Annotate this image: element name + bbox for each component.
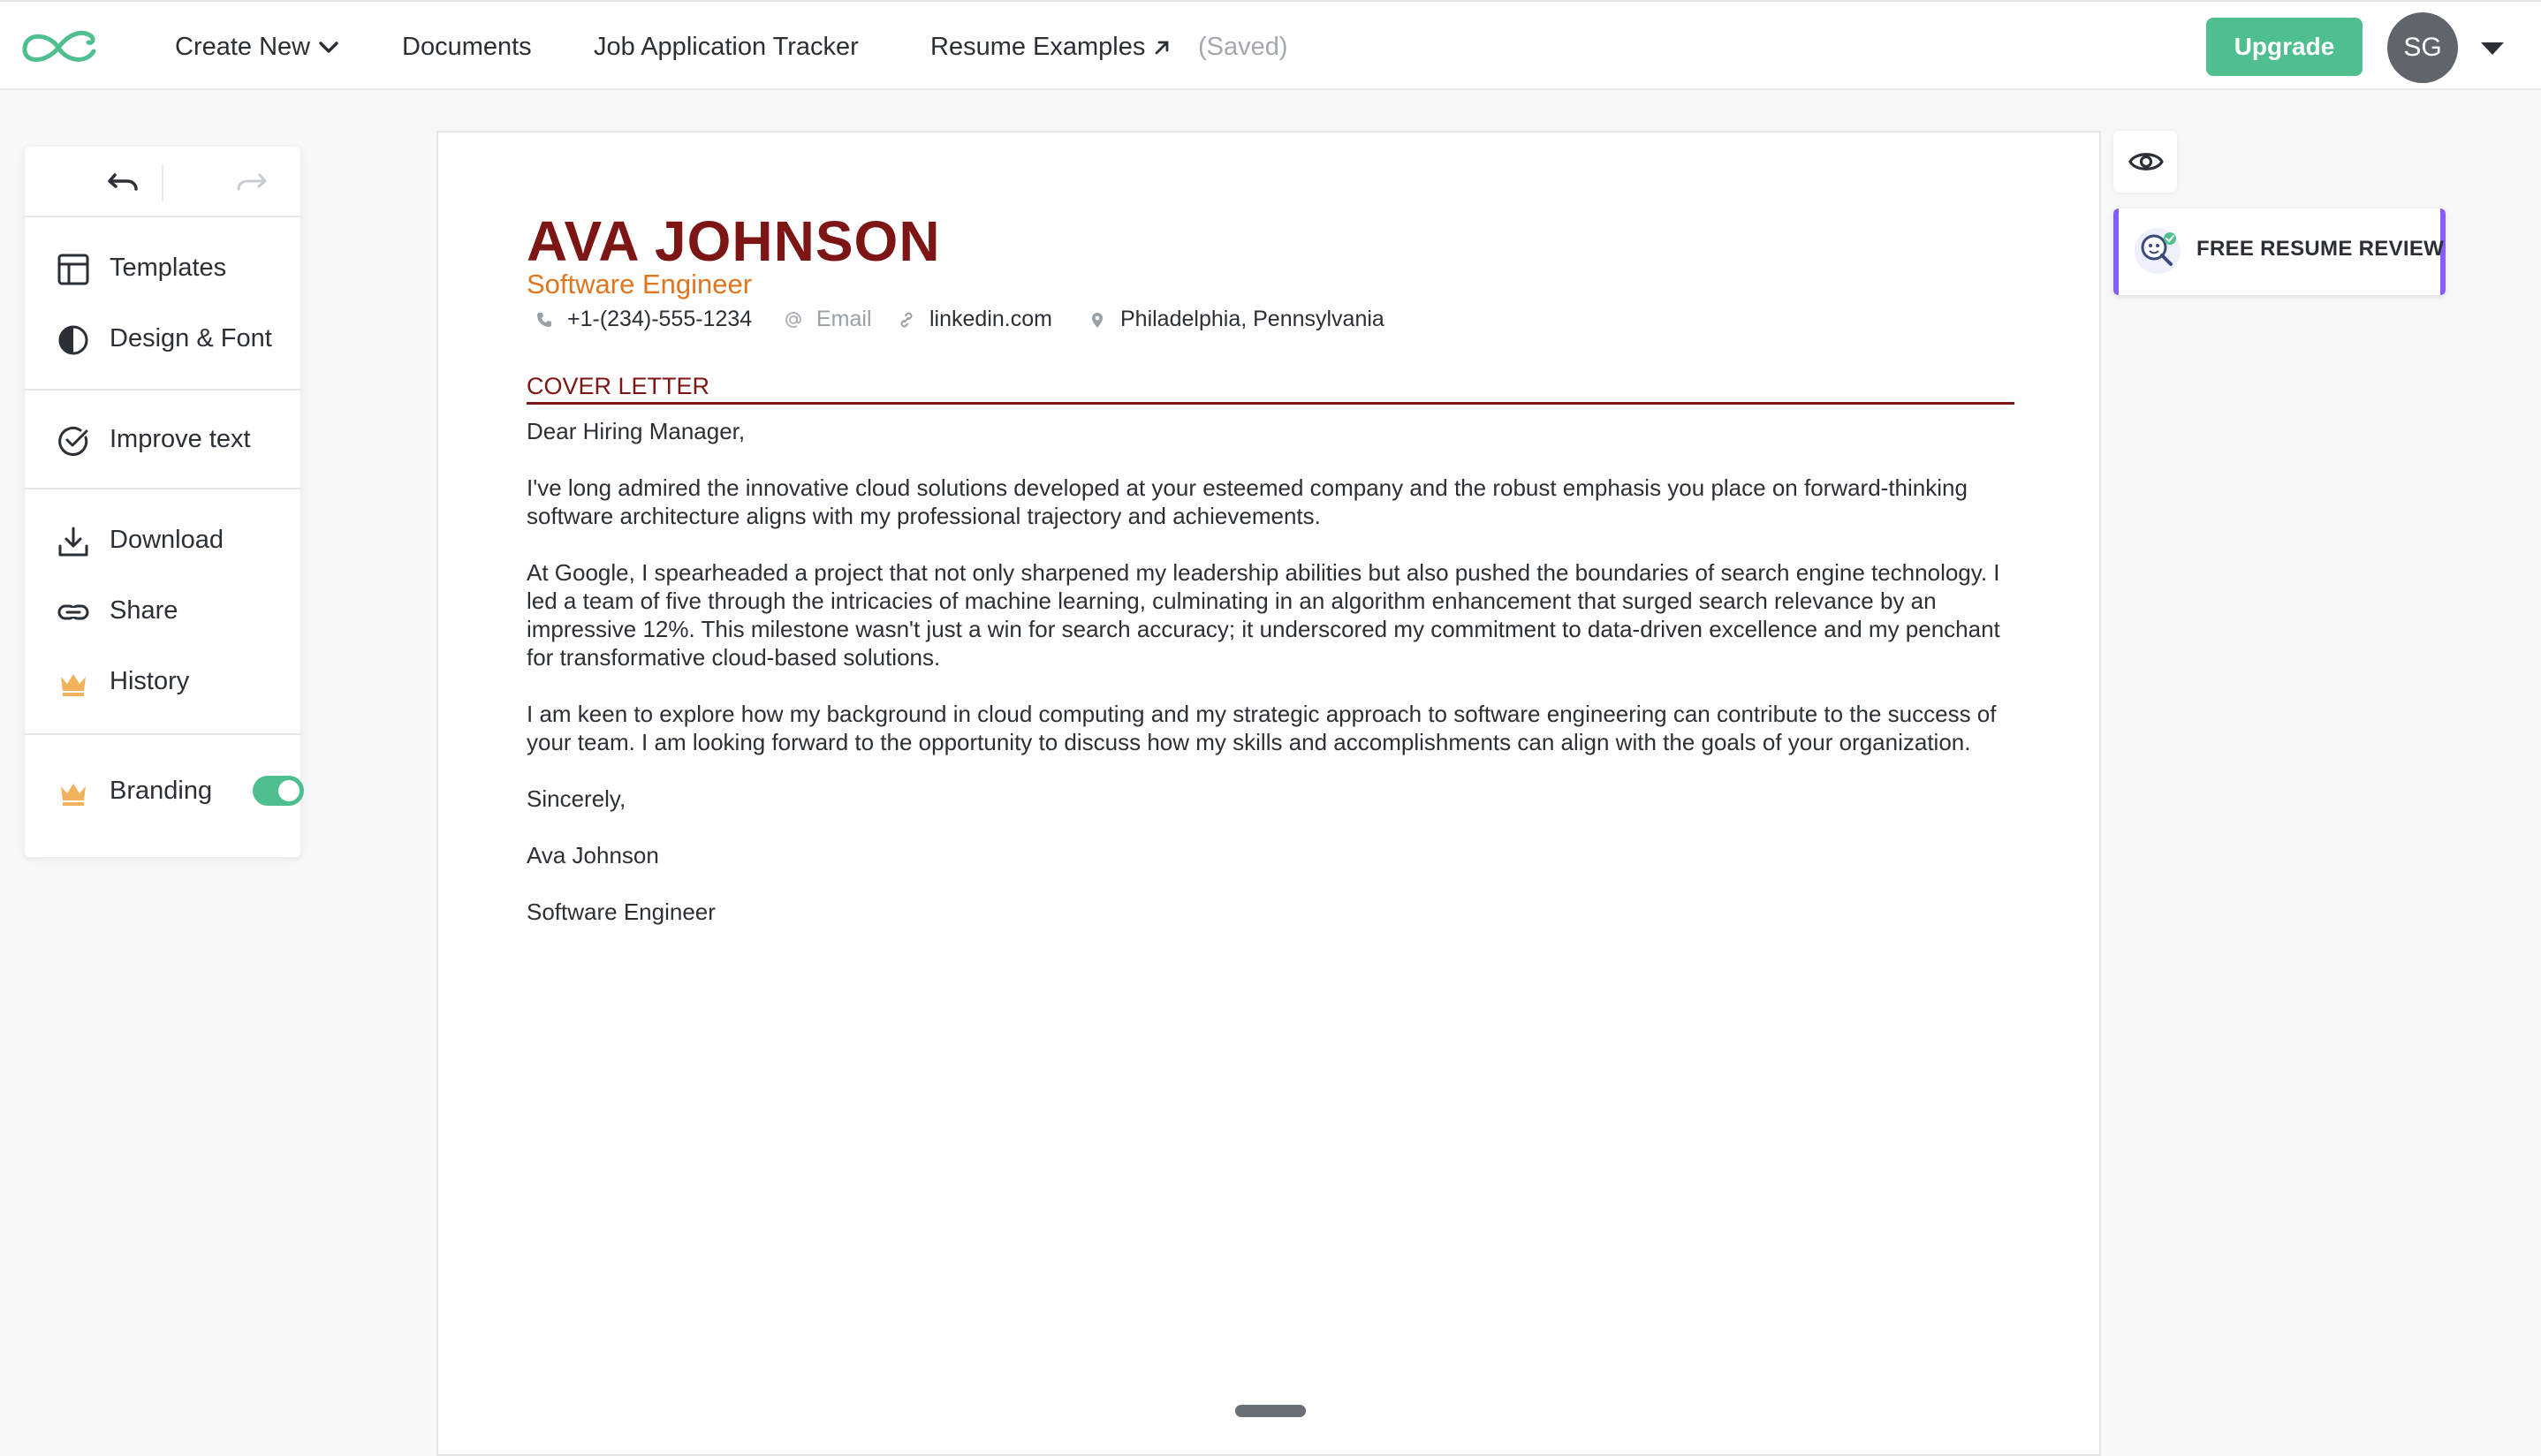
editor-sidebar (25, 147, 300, 857)
free-resume-review-button[interactable] (2113, 209, 2446, 295)
contact-email-text: Email (816, 307, 872, 331)
nav-resume-examples[interactable] (930, 28, 1172, 65)
divider (25, 733, 300, 735)
magnifier-review-icon (2131, 224, 2184, 277)
phone-icon (535, 311, 553, 329)
layout-icon (57, 253, 90, 286)
section-heading[interactable]: COVER LETTER (527, 373, 2014, 405)
sidebar-item-branding (25, 763, 300, 818)
sidebar-item-share[interactable] (25, 583, 300, 638)
document-page[interactable] (436, 131, 2101, 1456)
link-icon (898, 311, 915, 329)
letter-paragraph: I am keen to explore how my background in cloud computing and my strategic approach to software engineering can contribute to the success of your team. I am looking forward to the opportunity to discuss how my skills and accomplishments can align with the goals of your organization. (527, 701, 1997, 755)
nav-documents[interactable] (402, 28, 532, 65)
download-icon (57, 525, 90, 558)
letter-paragraph: At Google, I spearheaded a project that not only sharpened my leadership abilities but also pushed the boundaries of search engine technology. I led a team of five through the intricacies of machine learning, culminating in an algorithm enhancement that surged search relevance by an impressive 12%. This milestone wasn't just a win for search accuracy; it underscored my commitment to data-driven excellence and my penchant for transformative cloud-based solutions. (527, 559, 2000, 671)
upgrade-button[interactable]: Upgrade (2206, 18, 2363, 76)
contact-phone-text: +1-(234)-555-1234 (567, 307, 753, 331)
eye-icon (2128, 147, 2165, 177)
preview-button[interactable] (2113, 131, 2177, 193)
divider (25, 488, 300, 489)
check-circle-icon (57, 424, 90, 458)
divider (162, 164, 163, 201)
letter-paragraph: I've long admired the innovative cloud solutions developed at your esteemed company and the robust emphasis you place on forward-thinking software architecture aligns with my professional trajectory and achievements. (527, 474, 1968, 529)
avatar[interactable]: SG (2387, 12, 2458, 83)
candidate-role[interactable]: Software Engineer (527, 269, 753, 300)
signature-title: Software Engineer (527, 899, 716, 925)
nav-documents-label: Documents (402, 33, 532, 61)
contact-linkedin-text: linkedin.com (929, 307, 1052, 331)
letter-closing: Sincerely, (527, 785, 626, 812)
crown-icon (57, 776, 90, 809)
signature-name: Ava Johnson (527, 842, 659, 868)
sidebar-item-label: Design & Font (110, 324, 272, 353)
at-icon (785, 311, 802, 329)
redo-icon[interactable] (235, 171, 269, 198)
letter-salutation: Dear Hiring Manager, (527, 418, 746, 444)
sidebar-item-label: Download (110, 526, 224, 554)
letter-body[interactable] (527, 417, 2020, 954)
branding-toggle[interactable] (253, 776, 304, 806)
map-pin-icon (1088, 311, 1106, 329)
divider (25, 389, 300, 391)
sidebar-item-label: Share (110, 596, 178, 625)
app-logo-icon[interactable] (19, 25, 101, 71)
nav-job-tracker-label: Job Application Tracker (594, 33, 859, 61)
sidebar-item-download[interactable] (25, 512, 300, 567)
contact-location-text: Philadelphia, Pennsylvania (1120, 307, 1384, 331)
create-new-menu[interactable] (175, 28, 340, 65)
contrast-icon (57, 323, 90, 357)
sidebar-item-label: Branding (110, 777, 213, 805)
save-status-label: (Saved) (1198, 33, 1288, 61)
save-status (1198, 28, 1288, 65)
create-new-label: Create New (175, 33, 311, 61)
link-icon (57, 595, 90, 629)
undo-redo-row (25, 147, 300, 217)
candidate-name[interactable]: AVA JOHNSON (527, 209, 941, 273)
external-link-icon (1152, 38, 1172, 57)
crown-icon (57, 666, 90, 700)
sidebar-item-improve-text[interactable] (25, 412, 300, 466)
undo-icon[interactable] (106, 170, 140, 196)
caret-down-icon[interactable] (2479, 41, 2506, 57)
chevron-down-icon (317, 40, 340, 56)
sidebar-item-label: History (110, 667, 190, 695)
sidebar-item-history[interactable] (25, 654, 300, 709)
free-resume-review-label: FREE RESUME REVIEW (2196, 237, 2445, 261)
page-resize-handle[interactable] (1235, 1405, 1306, 1417)
sidebar-item-label: Improve text (110, 425, 251, 453)
sidebar-item-label: Templates (110, 254, 227, 282)
sidebar-item-templates[interactable] (25, 240, 300, 295)
nav-job-tracker[interactable] (594, 28, 859, 65)
nav-resume-examples-label: Resume Examples (930, 33, 1146, 61)
sidebar-item-design-font[interactable] (25, 311, 300, 366)
top-bar (0, 0, 2541, 90)
